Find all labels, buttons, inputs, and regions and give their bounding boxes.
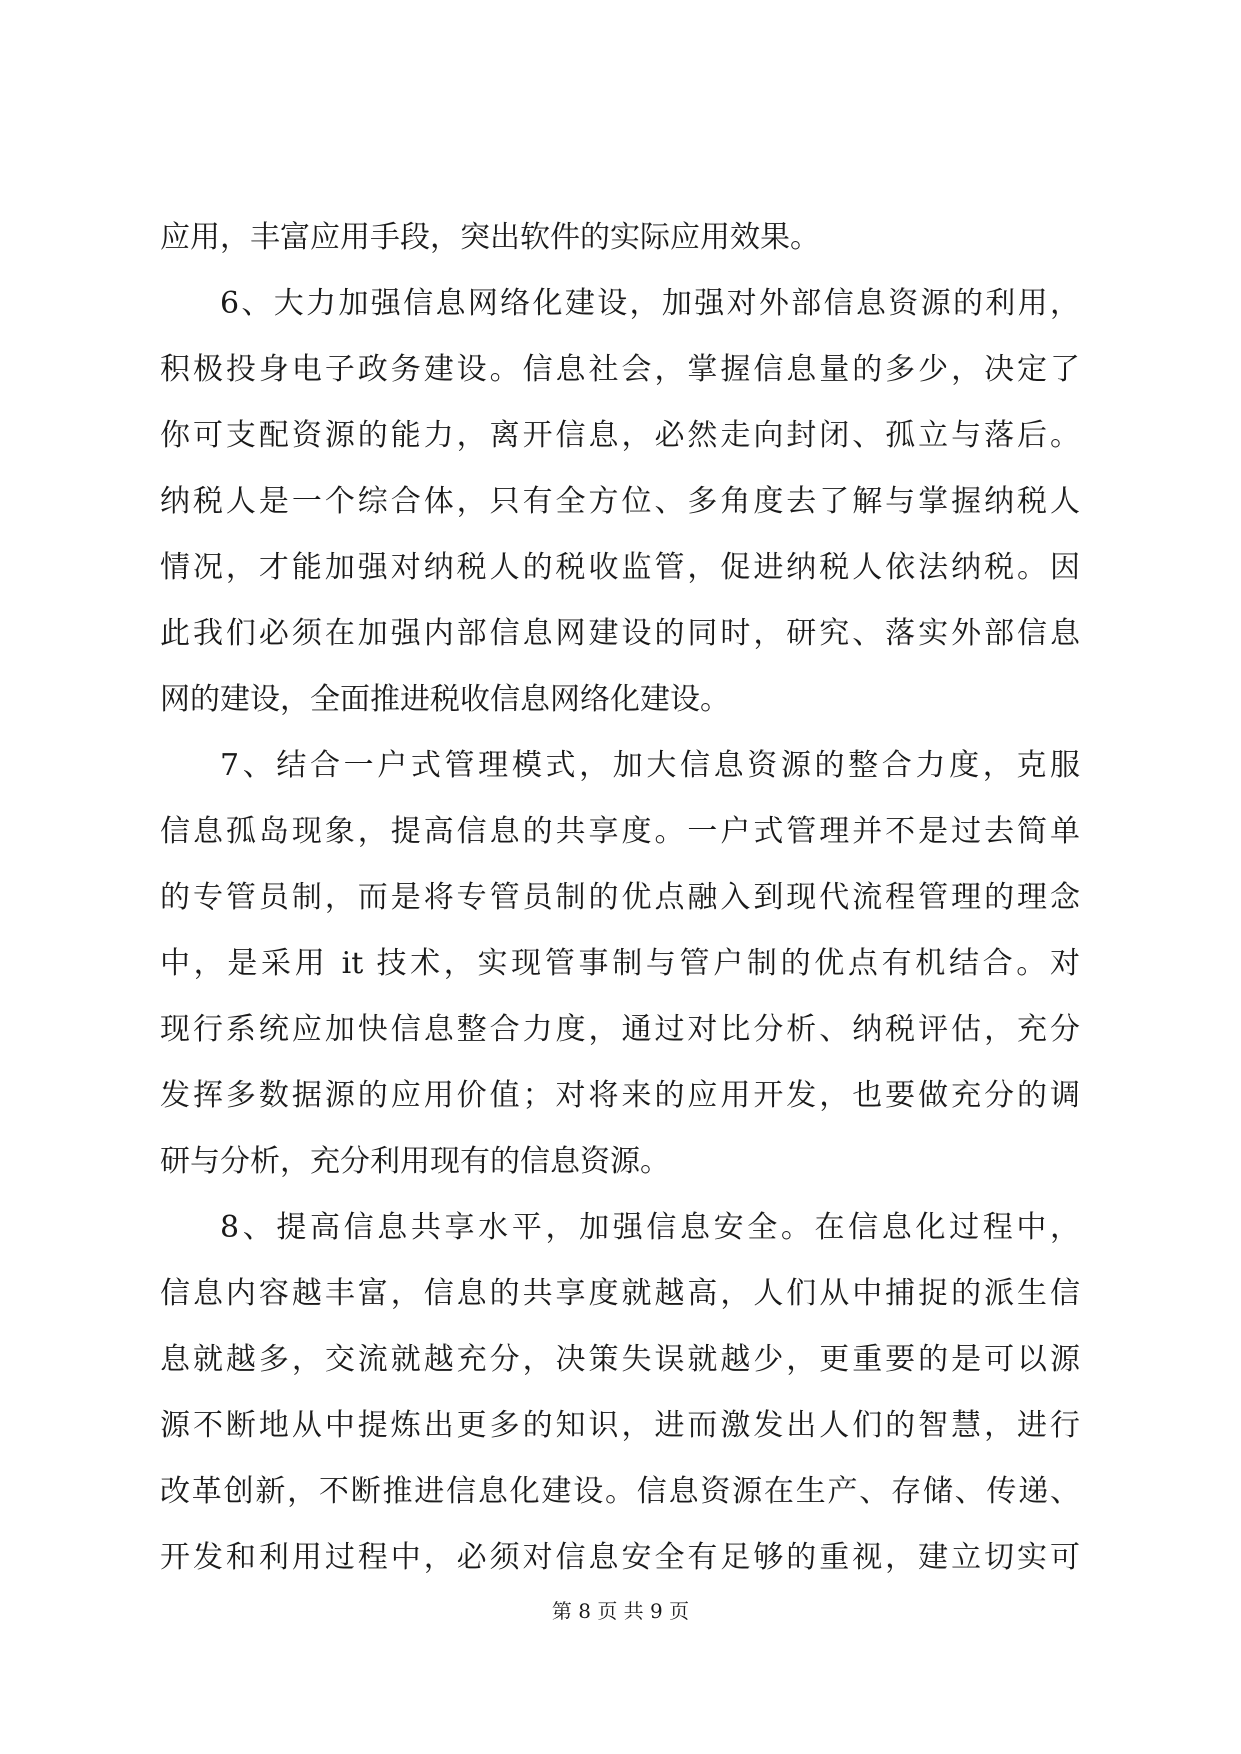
- text-line: 纳税人是一个综合体，只有全方位、多角度去了解与掌握纳税人: [160, 484, 1080, 519]
- text-line: 改革创新，不断推进信息化建设。信息资源在生产、存储、传递、: [160, 1474, 1080, 1509]
- paragraph: [160, 205, 1080, 271]
- page-body: [160, 205, 1080, 1591]
- paragraph: [160, 271, 1080, 733]
- text-line: 应用，丰富应用手段，突出软件的实际应用效果。: [160, 220, 820, 255]
- paragraph: [160, 733, 1080, 1195]
- text-line: 开发和利用过程中，必须对信息安全有足够的重视，建立切实可: [160, 1540, 1080, 1575]
- text-line: 网的建设，全面推进税收信息网络化建设。: [160, 682, 730, 717]
- text-line: 情况，才能加强对纳税人的税收监管，促进纳税人依法纳税。因: [160, 550, 1080, 585]
- text-line: 信息孤岛现象，提高信息的共享度。一户式管理并不是过去简单: [160, 814, 1080, 849]
- text-line: 此我们必须在加强内部信息网建设的同时，研究、落实外部信息: [160, 616, 1080, 651]
- text-line: 8、提高信息共享水平，加强信息安全。在信息化过程中，: [220, 1210, 1080, 1245]
- text-line: 中，是采用 it 技术，实现管事制与管户制的优点有机结合。对: [160, 946, 1080, 981]
- text-line: 源不断地从中提炼出更多的知识，进而激发出人们的智慧，进行: [160, 1408, 1080, 1443]
- text-line: 6、大力加强信息网络化建设，加强对外部信息资源的利用，: [220, 286, 1080, 321]
- text-line: 现行系统应加快信息整合力度，通过对比分析、纳税评估，充分: [160, 1012, 1080, 1047]
- text-line: 研与分析，充分利用现有的信息资源。: [160, 1144, 670, 1179]
- page-footer: 第 8 页 共 9 页: [551, 1599, 690, 1623]
- text-line: 信息内容越丰富，信息的共享度就越高，人们从中捕捉的派生信: [160, 1276, 1080, 1311]
- text-line: 你可支配资源的能力，离开信息，必然走向封闭、孤立与落后。: [160, 418, 1080, 453]
- text-line: 发挥多数据源的应用价值；对将来的应用开发，也要做充分的调: [160, 1078, 1080, 1113]
- text-line: 的专管员制，而是将专管员制的优点融入到现代流程管理的理念: [160, 880, 1080, 915]
- text-line: 息就越多，交流就越充分，决策失误就越少，更重要的是可以源: [160, 1342, 1080, 1377]
- text-line: 积极投身电子政务建设。信息社会，掌握信息量的多少，决定了: [160, 352, 1080, 387]
- text-line: 7、结合一户式管理模式，加大信息资源的整合力度，克服: [220, 748, 1080, 783]
- paragraph: [160, 1195, 1080, 1591]
